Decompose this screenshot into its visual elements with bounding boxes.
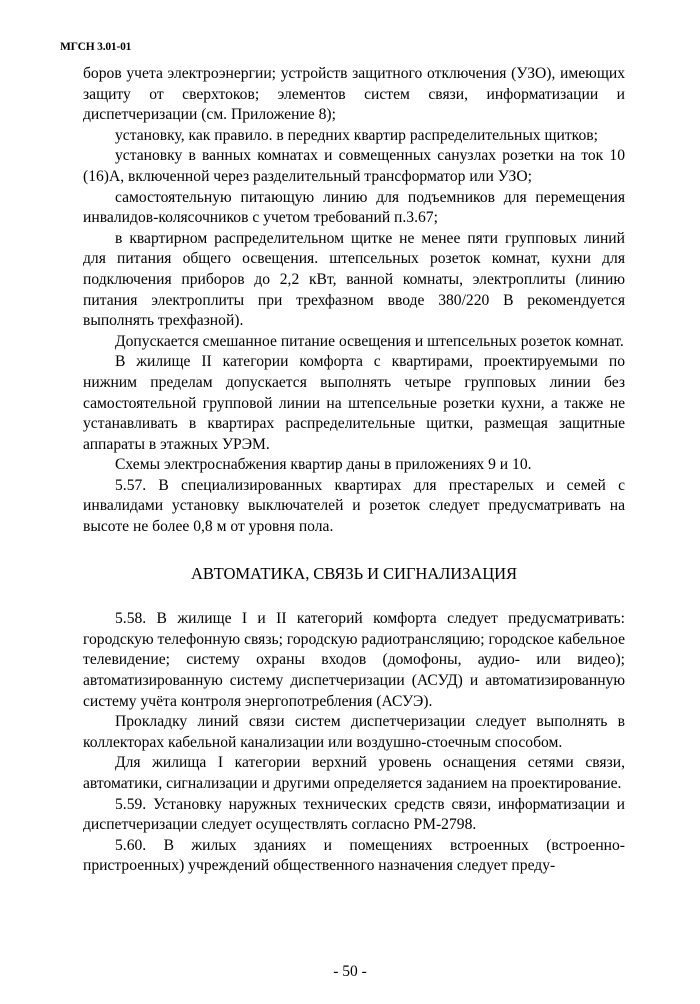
paragraph: Для жилища I категории верхний уровень оснащения сетями связи, автоматики, сигнализации и другими определяется заданием на проектирование. [83, 754, 625, 792]
paragraph-clause-5-60: 5.60. В жилых зданиях и помещениях встроенных (встроенно-пристроенных) учреждений общественного назначения следует преду- [83, 836, 625, 875]
page-number: - 50 - [333, 963, 367, 980]
paragraph-continuation: боров учета электроэнергии; устройств защитного отключения (УЗО), имеющих защиту от сверхтоков; элементов систем связи, информатизации и диспетчеризации (см. Приложение 8); [83, 65, 625, 124]
document-code-header: МГСН 3.01-01 [60, 41, 132, 53]
paragraph: установку в ванных комнатах и совмещенных санузлах розетки на ток 10 (16)А, включенной через разделительный трансформатор или УЗО; [83, 147, 625, 185]
section-heading: АВТОМАТИКА, СВЯЗЬ И СИГНАЛИЗАЦИЯ [191, 563, 517, 583]
paragraph: Прокладку линий связи систем диспетчеризации следует выполнять в коллекторах кабельной канализации или воздушно-стоечным способом. [83, 713, 625, 751]
paragraph-clause-5-58: 5.58. В жилище I и II категорий комфорта следует предусматривать: городскую телефонную связь; городскую радиотрансляцию; городское кабельное телевидение; систему охраны входов (домофоны, аудио- или видео); автоматизированную систему диспетчеризации (АСУД) и автоматизированную систему учёта контроля энергопотребления (АСУЭ). [83, 610, 625, 710]
paragraph: в квартирном распределительном щитке не менее пяти групповых линий для питания общего освещения. штепсельных розеток комнат, кухни для подключения приборов до 2,2 кВт, ванной комнаты, электроплиты (линию питания электроплиты при трехфазном вводе 380/220 В рекомендуется выполнять трехфазной). [83, 229, 625, 330]
paragraph: Схемы электроснабжения квартир даны в приложениях 9 и 10. [115, 456, 532, 474]
document-body [83, 64, 625, 877]
paragraph: В жилище II категории комфорта с квартирами, проектируемыми по нижним пределам допускается выполнять четыре групповых линии без самостоятельной групповой линии на штепсельные розетки кухни, а также не устанавливать в квартирах распределительные щитки, размещая защитные аппараты в этажных УРЭМ. [83, 353, 625, 453]
paragraph-clause-5-57: 5.57. В специализированных квартирах для престарелых и семей с инвалидами установку выключателей и розеток следует предусматривать на высоте не более 0,8 м от уровня пола. [83, 476, 625, 536]
paragraph: установку, как правило. в передних квартир распределительных щитков; [115, 126, 598, 144]
paragraph: самостоятельную питающую линию для подъемников для перемещения инвалидов-колясочников с учетом требований п.3.67; [83, 188, 625, 227]
paragraph: Допускается смешанное питание освещения и штепсельных розеток комнат. [115, 332, 624, 350]
paragraph-clause-5-59: 5.59. Установку наружных технических средств связи, информатизации и диспетчеризации следует осуществлять согласно РМ-2798. [83, 795, 625, 834]
